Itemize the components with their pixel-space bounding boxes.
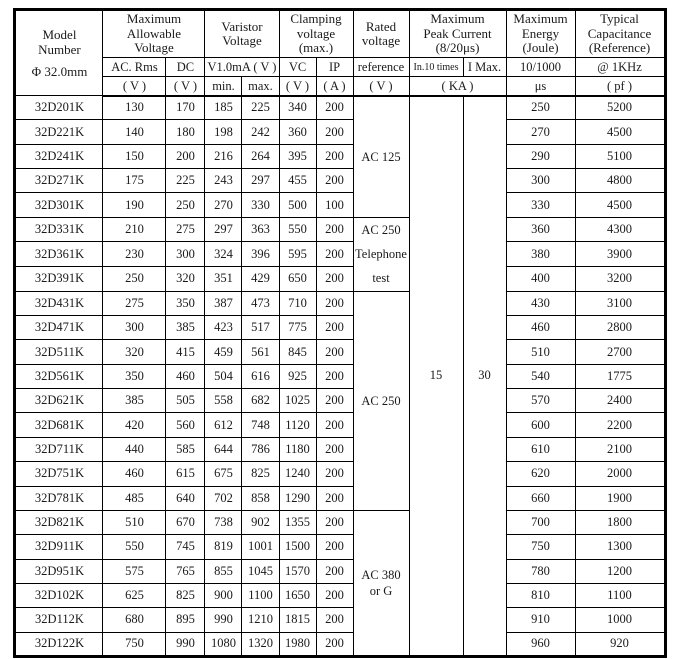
cell-vc: 1120 <box>279 413 316 437</box>
cell-energy: 780 <box>506 559 575 583</box>
cell-dc: 225 <box>166 169 205 193</box>
header-vc: VC <box>279 58 316 77</box>
table-row <box>15 462 665 486</box>
cell-ac-rms: 575 <box>103 559 166 583</box>
cell-ip: 200 <box>316 169 353 193</box>
cell-dc: 745 <box>166 535 205 559</box>
header-model-line2: Number <box>38 42 81 57</box>
cell-vmin: 702 <box>205 486 242 510</box>
cell-dc: 180 <box>166 120 205 144</box>
cell-ip: 200 <box>316 120 353 144</box>
cell-vmin: 855 <box>205 559 242 583</box>
cell-vc: 455 <box>279 169 316 193</box>
cell-capacitance: 5100 <box>575 144 665 168</box>
cell-capacitance: 1300 <box>575 535 665 559</box>
header-line: Clamping <box>290 11 342 27</box>
cell-ip: 200 <box>316 510 353 534</box>
cell-energy: 400 <box>506 267 575 292</box>
cell-dc: 505 <box>166 389 205 413</box>
cell-vc: 1500 <box>279 535 316 559</box>
cell-vc: 1355 <box>279 510 316 534</box>
cell-vmin: 738 <box>205 510 242 534</box>
cell-energy: 270 <box>506 120 575 144</box>
cell-energy: 460 <box>506 316 575 340</box>
cell-vc: 650 <box>279 267 316 292</box>
peak-current-in10-cell: 15 <box>409 96 463 657</box>
cell-model: 32D511K <box>15 340 103 364</box>
rated-voltage-label: AC 380 <box>361 567 401 582</box>
cell-model: 32D711K <box>15 437 103 461</box>
cell-dc: 585 <box>166 437 205 461</box>
cell-capacitance: 4300 <box>575 217 665 242</box>
table-row <box>15 340 665 364</box>
cell-vmin: 1080 <box>205 632 242 656</box>
header-group-varistor-voltage <box>205 10 279 58</box>
cell-vmax: 858 <box>242 486 279 510</box>
header-model-size: Φ 32.0mm <box>31 64 88 79</box>
table-row <box>15 413 665 437</box>
cell-ac-rms: 275 <box>103 291 166 315</box>
cell-vmin: 900 <box>205 583 242 607</box>
table-row <box>15 559 665 583</box>
spec-table-body <box>15 96 665 657</box>
table-row <box>15 267 665 292</box>
cell-ac-rms: 320 <box>103 340 166 364</box>
cell-vmin: 216 <box>205 144 242 168</box>
peak-current-imax-cell: 30 <box>463 96 506 657</box>
cell-vc: 550 <box>279 217 316 242</box>
cell-ip: 200 <box>316 486 353 510</box>
cell-capacitance: 1775 <box>575 364 665 388</box>
rated-voltage-label: test <box>372 271 390 286</box>
rated-voltage-cell <box>353 510 409 656</box>
cell-vmax: 616 <box>242 364 279 388</box>
header-at-1khz: @ 1KHz <box>575 58 665 77</box>
table-row <box>15 169 665 193</box>
cell-model: 32D821K <box>15 510 103 534</box>
cell-dc: 275 <box>166 217 205 242</box>
cell-dc: 415 <box>166 340 205 364</box>
unit-vc-v: ( V ) <box>279 77 316 96</box>
cell-ip: 200 <box>316 267 353 292</box>
cell-capacitance: 2700 <box>575 340 665 364</box>
cell-model: 32D361K <box>15 242 103 267</box>
cell-model: 32D241K <box>15 144 103 168</box>
table-row <box>15 510 665 534</box>
table-row <box>15 364 665 388</box>
cell-vmin: 990 <box>205 608 242 632</box>
rated-voltage-label: or G <box>369 583 393 598</box>
cell-capacitance: 920 <box>575 632 665 656</box>
cell-capacitance: 2400 <box>575 389 665 413</box>
cell-energy: 610 <box>506 437 575 461</box>
header-line: Capacitance <box>587 25 652 41</box>
cell-vc: 500 <box>279 193 316 217</box>
cell-vmax: 682 <box>242 389 279 413</box>
cell-vc: 1570 <box>279 559 316 583</box>
cell-model: 32D112K <box>15 608 103 632</box>
cell-ip: 200 <box>316 413 353 437</box>
cell-ip: 200 <box>316 632 353 656</box>
header-group-max-peak-current <box>409 10 506 58</box>
cell-capacitance: 3100 <box>575 291 665 315</box>
cell-vmax: 1210 <box>242 608 279 632</box>
rated-voltage-label: Telephone <box>355 247 407 262</box>
cell-ac-rms: 750 <box>103 632 166 656</box>
cell-ac-rms: 150 <box>103 144 166 168</box>
header-line: Typical <box>600 11 639 27</box>
header-group-rated-voltage <box>353 10 409 58</box>
cell-ac-rms: 130 <box>103 96 166 120</box>
cell-vmax: 330 <box>242 193 279 217</box>
cell-vmax: 363 <box>242 217 279 242</box>
header-line: Varistor <box>221 18 263 34</box>
header-group-max-allowable-voltage <box>103 10 205 58</box>
cell-model: 32D751K <box>15 462 103 486</box>
table-row <box>15 632 665 656</box>
cell-model: 32D271K <box>15 169 103 193</box>
header-line: voltage <box>296 25 336 41</box>
header-i-max: I Max. <box>463 58 506 77</box>
cell-energy: 960 <box>506 632 575 656</box>
cell-dc: 320 <box>166 267 205 292</box>
header-ip: IP <box>316 58 353 77</box>
unit-ref-v: ( V ) <box>353 77 409 96</box>
cell-ac-rms: 175 <box>103 169 166 193</box>
cell-energy: 510 <box>506 340 575 364</box>
cell-vmin: 387 <box>205 291 242 315</box>
cell-energy: 660 <box>506 486 575 510</box>
cell-vmax: 561 <box>242 340 279 364</box>
cell-model: 32D561K <box>15 364 103 388</box>
cell-vmax: 1100 <box>242 583 279 607</box>
cell-energy: 360 <box>506 217 575 242</box>
rated-voltage-label: AC 250 <box>361 393 401 408</box>
cell-dc: 385 <box>166 316 205 340</box>
cell-ac-rms: 210 <box>103 217 166 242</box>
cell-capacitance: 2100 <box>575 437 665 461</box>
cell-vmax: 242 <box>242 120 279 144</box>
header-model-line1: Model <box>42 27 77 42</box>
cell-capacitance: 4500 <box>575 193 665 217</box>
cell-capacitance: 5200 <box>575 96 665 120</box>
header-line: Maximum <box>513 11 568 27</box>
cell-ip: 200 <box>316 462 353 486</box>
header-model-number <box>15 10 103 96</box>
cell-vmin: 504 <box>205 364 242 388</box>
cell-ac-rms: 485 <box>103 486 166 510</box>
cell-ip: 200 <box>316 559 353 583</box>
cell-vc: 845 <box>279 340 316 364</box>
cell-ac-rms: 230 <box>103 242 166 267</box>
cell-vc: 1815 <box>279 608 316 632</box>
cell-model: 32D331K <box>15 217 103 242</box>
table-row <box>15 120 665 144</box>
cell-model: 32D391K <box>15 267 103 292</box>
cell-ip: 100 <box>316 193 353 217</box>
table-row <box>15 389 665 413</box>
cell-vmax: 902 <box>242 510 279 534</box>
cell-dc: 670 <box>166 510 205 534</box>
header-line: Allowable <box>126 25 182 41</box>
cell-vc: 1290 <box>279 486 316 510</box>
cell-dc: 250 <box>166 193 205 217</box>
cell-vmax: 748 <box>242 413 279 437</box>
cell-ip: 200 <box>316 144 353 168</box>
cell-vmax: 225 <box>242 96 279 120</box>
header-line: Voltage <box>222 33 262 48</box>
cell-vc: 595 <box>279 242 316 267</box>
table-header <box>15 10 665 96</box>
cell-vc: 775 <box>279 316 316 340</box>
header-line: Peak Current <box>423 25 492 41</box>
cell-ip: 200 <box>316 389 353 413</box>
header-line: Rated <box>365 18 397 34</box>
cell-ac-rms: 300 <box>103 316 166 340</box>
cell-ac-rms: 190 <box>103 193 166 217</box>
cell-ip: 200 <box>316 608 353 632</box>
unit-ip-a: ( A ) <box>316 77 353 96</box>
cell-vc: 1650 <box>279 583 316 607</box>
cell-capacitance: 1100 <box>575 583 665 607</box>
cell-ac-rms: 140 <box>103 120 166 144</box>
cell-energy: 750 <box>506 535 575 559</box>
rated-voltage-cell <box>353 291 409 510</box>
cell-vmax: 786 <box>242 437 279 461</box>
cell-dc: 895 <box>166 608 205 632</box>
cell-energy: 620 <box>506 462 575 486</box>
cell-dc: 560 <box>166 413 205 437</box>
cell-energy: 810 <box>506 583 575 607</box>
cell-vmin: 351 <box>205 267 242 292</box>
cell-energy: 700 <box>506 510 575 534</box>
unit-min: min. <box>205 77 242 96</box>
table-row <box>15 96 665 120</box>
table-row <box>15 535 665 559</box>
cell-vc: 710 <box>279 291 316 315</box>
cell-ac-rms: 550 <box>103 535 166 559</box>
cell-vmin: 324 <box>205 242 242 267</box>
header-reference: reference <box>353 58 409 77</box>
cell-vc: 1980 <box>279 632 316 656</box>
cell-ip: 200 <box>316 96 353 120</box>
cell-capacitance: 2200 <box>575 413 665 437</box>
unit-us: μs <box>506 77 575 96</box>
table-row <box>15 193 665 217</box>
cell-vc: 395 <box>279 144 316 168</box>
cell-vc: 1025 <box>279 389 316 413</box>
cell-ac-rms: 420 <box>103 413 166 437</box>
cell-vmax: 1045 <box>242 559 279 583</box>
cell-energy: 600 <box>506 413 575 437</box>
cell-model: 32D781K <box>15 486 103 510</box>
table-row <box>15 486 665 510</box>
cell-vmin: 819 <box>205 535 242 559</box>
header-ac-rms: AC. Rms <box>103 58 166 77</box>
header-line: (Reference) <box>588 40 651 56</box>
cell-ip: 200 <box>316 364 353 388</box>
cell-dc: 300 <box>166 242 205 267</box>
cell-vmin: 675 <box>205 462 242 486</box>
cell-capacitance: 1800 <box>575 510 665 534</box>
table-row <box>15 217 665 242</box>
cell-ac-rms: 625 <box>103 583 166 607</box>
cell-dc: 990 <box>166 632 205 656</box>
rated-voltage-cell <box>353 217 409 291</box>
cell-model: 32D471K <box>15 316 103 340</box>
cell-model: 32D102K <box>15 583 103 607</box>
cell-ip: 200 <box>316 437 353 461</box>
cell-vmin: 423 <box>205 316 242 340</box>
cell-energy: 540 <box>506 364 575 388</box>
table-row <box>15 144 665 168</box>
header-v1ma: V1.0mA ( V ) <box>205 58 279 77</box>
header-line: Maximum <box>126 11 182 27</box>
cell-energy: 290 <box>506 144 575 168</box>
cell-capacitance: 1200 <box>575 559 665 583</box>
cell-energy: 570 <box>506 389 575 413</box>
cell-vmax: 264 <box>242 144 279 168</box>
header-group-clamping-voltage <box>279 10 353 58</box>
cell-vmax: 297 <box>242 169 279 193</box>
cell-capacitance: 4800 <box>575 169 665 193</box>
cell-vmax: 396 <box>242 242 279 267</box>
cell-energy: 910 <box>506 608 575 632</box>
cell-capacitance: 3900 <box>575 242 665 267</box>
table-row <box>15 583 665 607</box>
cell-dc: 350 <box>166 291 205 315</box>
unit-dc-v: ( V ) <box>166 77 205 96</box>
cell-vmin: 459 <box>205 340 242 364</box>
cell-capacitance: 1000 <box>575 608 665 632</box>
varistor-spec-table <box>13 8 666 658</box>
cell-ac-rms: 385 <box>103 389 166 413</box>
cell-vmin: 558 <box>205 389 242 413</box>
header-line: Voltage <box>134 40 174 56</box>
cell-energy: 250 <box>506 96 575 120</box>
cell-ac-rms: 440 <box>103 437 166 461</box>
cell-ac-rms: 680 <box>103 608 166 632</box>
table-row <box>15 291 665 315</box>
cell-vmax: 1001 <box>242 535 279 559</box>
cell-ip: 200 <box>316 316 353 340</box>
cell-model: 32D122K <box>15 632 103 656</box>
unit-ac-rms-v: ( V ) <box>103 77 166 96</box>
cell-energy: 380 <box>506 242 575 267</box>
table-row <box>15 608 665 632</box>
cell-model: 32D681K <box>15 413 103 437</box>
header-line: (max.) <box>298 40 334 56</box>
rated-voltage-cell <box>353 96 409 218</box>
cell-energy: 330 <box>506 193 575 217</box>
unit-ka: ( KA ) <box>409 77 506 96</box>
table-row <box>15 242 665 267</box>
rated-voltage-label: AC 250 <box>361 222 401 237</box>
cell-dc: 460 <box>166 364 205 388</box>
cell-capacitance: 2000 <box>575 462 665 486</box>
cell-vmax: 473 <box>242 291 279 315</box>
header-dc: DC <box>166 58 205 77</box>
cell-dc: 825 <box>166 583 205 607</box>
cell-vmax: 825 <box>242 462 279 486</box>
cell-ip: 200 <box>316 291 353 315</box>
cell-vc: 1180 <box>279 437 316 461</box>
cell-model: 32D201K <box>15 96 103 120</box>
cell-vmin: 270 <box>205 193 242 217</box>
table-row <box>15 437 665 461</box>
cell-vc: 925 <box>279 364 316 388</box>
header-line: Maximum <box>430 11 485 27</box>
table-row <box>15 316 665 340</box>
cell-model: 32D621K <box>15 389 103 413</box>
cell-vmax: 429 <box>242 267 279 292</box>
header-line: (8/20μs) <box>435 40 480 56</box>
cell-dc: 170 <box>166 96 205 120</box>
cell-ac-rms: 460 <box>103 462 166 486</box>
cell-vmax: 1320 <box>242 632 279 656</box>
cell-energy: 300 <box>506 169 575 193</box>
cell-ip: 200 <box>316 535 353 559</box>
cell-vc: 360 <box>279 120 316 144</box>
cell-ac-rms: 510 <box>103 510 166 534</box>
cell-model: 32D301K <box>15 193 103 217</box>
cell-vmin: 297 <box>205 217 242 242</box>
cell-ac-rms: 350 <box>103 364 166 388</box>
cell-ac-rms: 250 <box>103 267 166 292</box>
cell-dc: 765 <box>166 559 205 583</box>
cell-dc: 640 <box>166 486 205 510</box>
cell-model: 32D431K <box>15 291 103 315</box>
header-group-max-energy <box>506 10 575 58</box>
header-line: (Joule) <box>522 40 559 56</box>
header-line: voltage <box>361 33 401 48</box>
cell-capacitance: 4500 <box>575 120 665 144</box>
header-10-1000: 10/1000 <box>506 58 575 77</box>
cell-vc: 1240 <box>279 462 316 486</box>
cell-vmin: 198 <box>205 120 242 144</box>
cell-vmax: 517 <box>242 316 279 340</box>
cell-ip: 200 <box>316 242 353 267</box>
cell-vmin: 185 <box>205 96 242 120</box>
cell-ip: 200 <box>316 340 353 364</box>
header-group-typical-capacitance <box>575 10 665 58</box>
cell-capacitance: 3200 <box>575 267 665 292</box>
unit-max: max. <box>242 77 279 96</box>
cell-ip: 200 <box>316 583 353 607</box>
cell-capacitance: 2800 <box>575 316 665 340</box>
cell-energy: 430 <box>506 291 575 315</box>
cell-dc: 200 <box>166 144 205 168</box>
cell-model: 32D221K <box>15 120 103 144</box>
cell-vmin: 243 <box>205 169 242 193</box>
cell-model: 32D911K <box>15 535 103 559</box>
unit-pf: ( pf ) <box>575 77 665 96</box>
cell-vmin: 612 <box>205 413 242 437</box>
cell-vc: 340 <box>279 96 316 120</box>
cell-dc: 615 <box>166 462 205 486</box>
rated-voltage-label: AC 125 <box>361 149 401 164</box>
header-in10-times: In.10 times <box>409 58 463 77</box>
cell-ip: 200 <box>316 217 353 242</box>
cell-vmin: 644 <box>205 437 242 461</box>
header-line: Energy <box>521 25 560 41</box>
cell-model: 32D951K <box>15 559 103 583</box>
cell-capacitance: 1900 <box>575 486 665 510</box>
